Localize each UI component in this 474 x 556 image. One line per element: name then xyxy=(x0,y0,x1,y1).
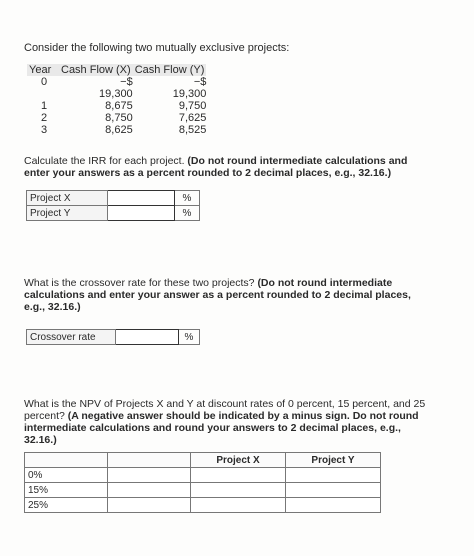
table-row xyxy=(25,498,381,513)
cash-flow-table xyxy=(27,64,206,136)
irr-answer-table xyxy=(26,190,200,221)
year-cell: 1 xyxy=(40,100,48,112)
header-cash-flow-x: Cash Flow (X) xyxy=(61,64,131,76)
npv-input-project-x-25[interactable] xyxy=(191,498,286,513)
crossover-answer-table xyxy=(26,329,200,345)
intro-text: Consider the following two mutually exclusive projects: xyxy=(24,42,290,54)
npv-spacer-cell xyxy=(108,468,191,483)
irr-input-project-x[interactable] xyxy=(108,191,175,206)
question-irr-instructions: (Do not round intermediate calculations and enter your answers as a percent rounded to 2 decimal places, e.g., 32.16.) xyxy=(24,155,408,179)
npv-answer-table xyxy=(24,452,381,513)
question-npv-instructions: (A negative answer should be indicated by a minus sign. Do not round intermediate calculations and round your answers to 2 decimal places, e.g., 32.16.) xyxy=(24,410,419,446)
year-cell: 2 xyxy=(40,112,48,124)
npv-header-blank xyxy=(25,453,108,468)
npv-header-blank xyxy=(108,453,191,468)
table-row xyxy=(27,191,200,206)
cash-flow-x-cell: 8,675 xyxy=(105,100,133,112)
year-cell: 3 xyxy=(40,124,48,136)
npv-spacer-cell xyxy=(108,483,191,498)
question-crossover xyxy=(24,277,434,313)
cash-flow-x-cell: 8,750 xyxy=(105,112,133,124)
percent-unit: % xyxy=(175,191,200,206)
cash-flow-y-cell: 7,625 xyxy=(178,112,207,124)
percent-unit: % xyxy=(175,206,200,221)
question-crossover-text: What is the crossover rate for these two projects? xyxy=(24,277,258,289)
table-row xyxy=(27,330,200,345)
npv-rate-label: 25% xyxy=(25,498,108,513)
question-npv xyxy=(24,398,434,446)
irr-input-project-y[interactable] xyxy=(108,206,175,221)
npv-header-project-x: Project X xyxy=(191,453,286,468)
cash-flow-y-cell: −$ xyxy=(193,76,207,88)
table-row xyxy=(27,124,206,136)
percent-unit: % xyxy=(179,330,200,345)
crossover-input[interactable] xyxy=(116,330,179,345)
npv-input-project-x-0[interactable] xyxy=(191,468,286,483)
irr-label-project-y: Project Y xyxy=(27,206,108,221)
npv-input-project-y-25[interactable] xyxy=(286,498,381,513)
cash-flow-y-cell: 9,750 xyxy=(178,100,207,112)
question-irr xyxy=(24,155,434,179)
npv-header-project-y: Project Y xyxy=(286,453,381,468)
header-cash-flow-y: Cash Flow (Y) xyxy=(134,64,205,76)
question-npv-text: What is the NPV of Projects X and Y at discount rates of 0 percent, 15 percent, and 25 percent? xyxy=(24,398,426,422)
question-crossover-instructions: (Do not round intermediate calculations and enter your answer as a percent rounded to 2 decimal places, e.g., 32.16.) xyxy=(24,277,411,313)
npv-input-project-y-0[interactable] xyxy=(286,468,381,483)
cash-flow-y-cell: 8,525 xyxy=(178,124,207,136)
table-row xyxy=(25,468,381,483)
table-row xyxy=(27,112,206,124)
cash-flow-x-cell: 8,625 xyxy=(105,124,133,136)
header-year: Year xyxy=(27,64,59,76)
table-row xyxy=(27,88,206,100)
npv-spacer-cell xyxy=(108,498,191,513)
npv-input-project-y-15[interactable] xyxy=(286,483,381,498)
npv-input-project-x-15[interactable] xyxy=(191,483,286,498)
table-row xyxy=(25,483,381,498)
year-cell: 0 xyxy=(40,76,48,88)
npv-rate-label: 0% xyxy=(25,468,108,483)
cash-flow-y-cell: 19,300 xyxy=(172,88,207,100)
table-row xyxy=(27,206,200,221)
cash-flow-x-cell: −$ xyxy=(120,76,133,88)
table-row xyxy=(27,76,206,88)
question-irr-text: Calculate the IRR for each project. xyxy=(24,155,188,167)
irr-label-project-x: Project X xyxy=(27,191,108,206)
cash-flow-x-cell: 19,300 xyxy=(99,88,133,100)
table-row xyxy=(27,100,206,112)
npv-rate-label: 15% xyxy=(25,483,108,498)
year-cell xyxy=(27,88,59,100)
crossover-label: Crossover rate xyxy=(27,330,116,345)
